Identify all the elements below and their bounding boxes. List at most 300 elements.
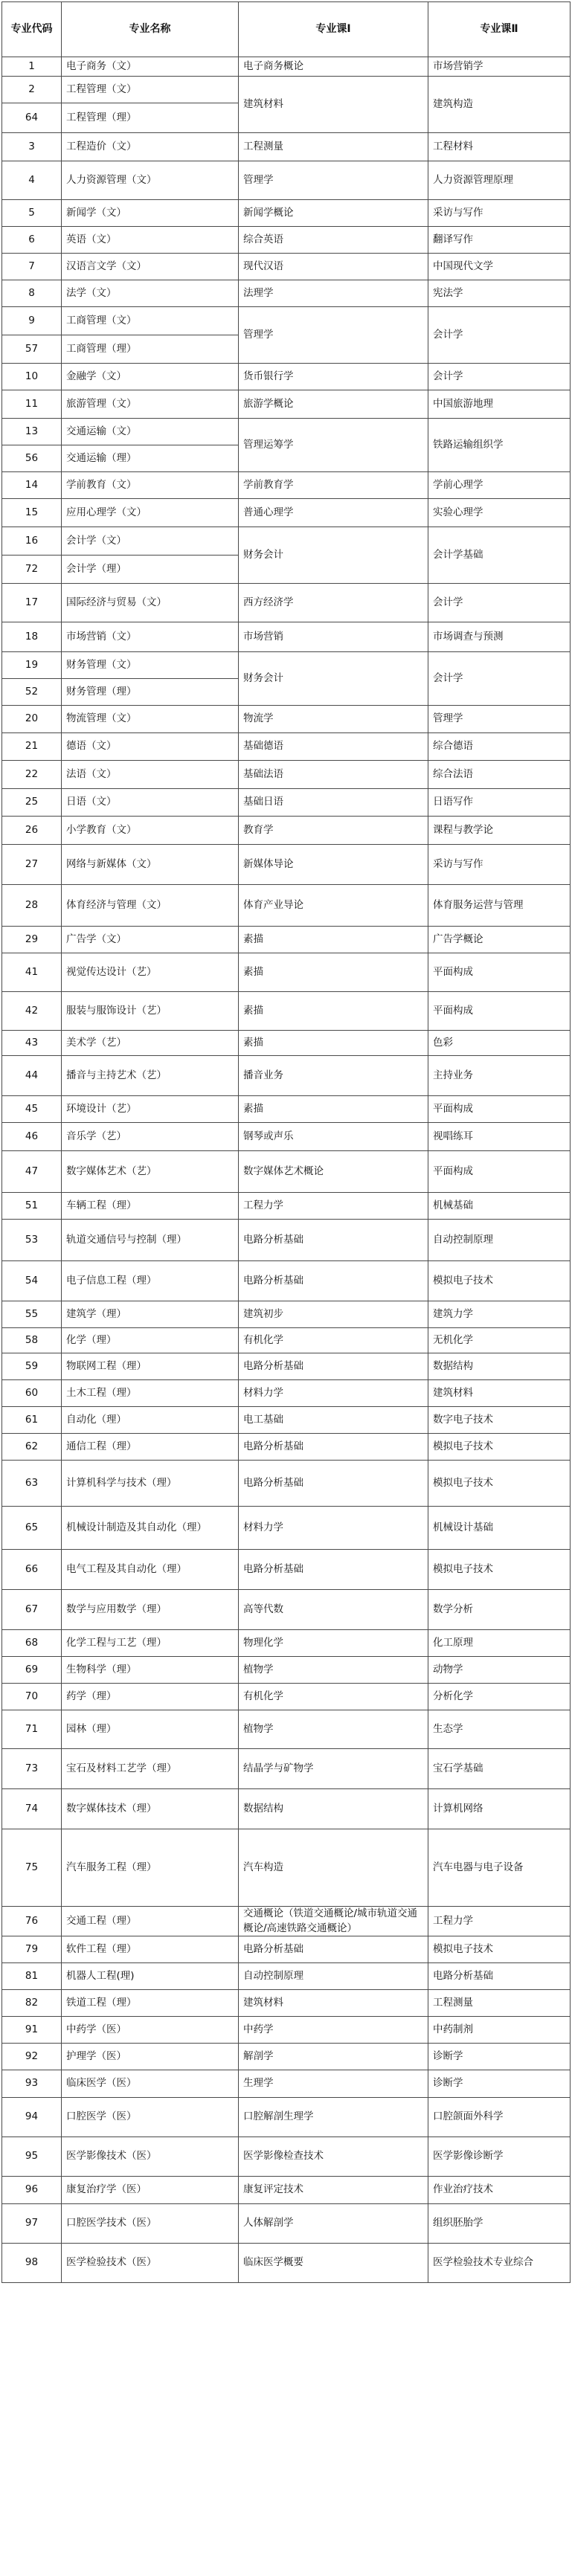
- major-name-cell: 化学（理）: [62, 1328, 239, 1353]
- course-1-cell: 新媒体导论: [239, 845, 428, 885]
- major-code-cell: 58: [2, 1328, 62, 1353]
- major-code-cell: 51: [2, 1193, 62, 1220]
- table-row: [2, 1684, 571, 1710]
- major-code-cell: 21: [2, 733, 62, 761]
- major-code-cell: 42: [2, 992, 62, 1031]
- course-2-cell: 诊断学: [428, 2070, 571, 2098]
- major-name-cell: 园林（理）: [62, 1710, 239, 1749]
- table-row: [2, 1829, 571, 1907]
- course-1-cell: 物流学: [239, 706, 428, 733]
- major-code-cell: 15: [2, 499, 62, 527]
- major-code-cell: 64: [2, 103, 62, 133]
- table-body: [2, 57, 571, 2283]
- table-row: [2, 2204, 571, 2244]
- course-2-cell: 电路分析基础: [428, 1963, 571, 1990]
- major-name-cell: 护理学（医）: [62, 2044, 239, 2070]
- table-row: [2, 1193, 571, 1220]
- table-row: [2, 1407, 571, 1434]
- major-name-cell: 口腔医学技术（医）: [62, 2204, 239, 2244]
- header-row: [2, 2, 571, 57]
- major-name-cell: 法语（文）: [62, 761, 239, 789]
- course-2-cell: 计算机网络: [428, 1789, 571, 1829]
- major-code-cell: 53: [2, 1220, 62, 1261]
- course-2-cell: 翻译写作: [428, 227, 571, 254]
- major-code-cell: 65: [2, 1507, 62, 1550]
- major-code-cell: 6: [2, 227, 62, 254]
- major-code-cell: 74: [2, 1789, 62, 1829]
- course-1-cell: 材料力学: [239, 1380, 428, 1407]
- major-code-cell: 71: [2, 1710, 62, 1749]
- table-row: [2, 2137, 571, 2177]
- table-row: [2, 307, 571, 335]
- table-row: [2, 1550, 571, 1590]
- major-name-cell: 机械设计制造及其自动化（理）: [62, 1507, 239, 1550]
- major-name-cell: 康复治疗学（医）: [62, 2177, 239, 2204]
- course-1-cell: 医学影像检查技术: [239, 2137, 428, 2177]
- major-name-cell: 中药学（医）: [62, 2017, 239, 2044]
- course-1-cell: 数字媒体艺术概论: [239, 1151, 428, 1193]
- major-code-cell: 97: [2, 2204, 62, 2244]
- major-code-cell: 69: [2, 1657, 62, 1684]
- major-code-cell: 16: [2, 527, 62, 556]
- major-code-cell: 9: [2, 307, 62, 335]
- table-row: [2, 390, 571, 419]
- course-2-cell: 平面构成: [428, 953, 571, 992]
- major-code-cell: 94: [2, 2098, 62, 2137]
- course-2-cell: 模拟电子技术: [428, 1461, 571, 1507]
- course-2-cell: 会计学: [428, 584, 571, 622]
- course-2-cell: 口腔颌面外科学: [428, 2098, 571, 2137]
- major-name-cell: 工程管理（文）: [62, 77, 239, 103]
- major-code-cell: 22: [2, 761, 62, 789]
- major-name-cell: 轨道交通信号与控制（理）: [62, 1220, 239, 1261]
- course-1-cell: 电路分析基础: [239, 1261, 428, 1301]
- major-name-cell: 药学（理）: [62, 1684, 239, 1710]
- course-1-cell: 临床医学概要: [239, 2244, 428, 2283]
- major-code-cell: 28: [2, 885, 62, 927]
- table-row: [2, 1710, 571, 1749]
- course-1-cell: 基础德语: [239, 733, 428, 761]
- major-name-cell: 人力资源管理（文）: [62, 161, 239, 200]
- table-row: [2, 2098, 571, 2137]
- course-2-cell: 模拟电子技术: [428, 1936, 571, 1963]
- course-1-cell: 素描: [239, 1031, 428, 1056]
- table-row: [2, 1507, 571, 1550]
- course-2-cell: 平面构成: [428, 1096, 571, 1123]
- major-name-cell: 生物科学（理）: [62, 1657, 239, 1684]
- table-row: [2, 1096, 571, 1123]
- course-1-cell: 法理学: [239, 280, 428, 307]
- table-row: [2, 733, 571, 761]
- course-1-cell: 货币银行学: [239, 364, 428, 390]
- major-code-cell: 67: [2, 1590, 62, 1630]
- major-code-cell: 54: [2, 1261, 62, 1301]
- major-code-cell: 82: [2, 1990, 62, 2017]
- course-2-cell: 模拟电子技术: [428, 1261, 571, 1301]
- table-row: [2, 1328, 571, 1353]
- course-1-cell: 素描: [239, 992, 428, 1031]
- table-row: [2, 817, 571, 845]
- course-1-cell: 西方经济学: [239, 584, 428, 622]
- course-2-cell: 作业治疗技术: [428, 2177, 571, 2204]
- course-2-cell: 主持业务: [428, 1056, 571, 1096]
- major-name-cell: 医学影像技术（医）: [62, 2137, 239, 2177]
- course-2-cell: 建筑材料: [428, 1380, 571, 1407]
- course-2-cell: 铁路运输组织学: [428, 419, 571, 472]
- table-row: [2, 200, 571, 227]
- course-2-cell: 平面构成: [428, 992, 571, 1031]
- major-name-cell: 交通运输（理）: [62, 445, 239, 472]
- major-code-cell: 63: [2, 1461, 62, 1507]
- major-name-cell: 旅游管理（文）: [62, 390, 239, 419]
- major-code-cell: 5: [2, 200, 62, 227]
- major-code-cell: 91: [2, 2017, 62, 2044]
- course-1-cell: 财务会计: [239, 527, 428, 584]
- table-row: [2, 845, 571, 885]
- major-code-cell: 81: [2, 1963, 62, 1990]
- course-1-cell: 电路分析基础: [239, 1550, 428, 1590]
- table-row: [2, 1353, 571, 1380]
- table-row: [2, 2044, 571, 2070]
- course-2-cell: 医学影像诊断学: [428, 2137, 571, 2177]
- table-row: [2, 1630, 571, 1657]
- table-row: [2, 2177, 571, 2204]
- course-2-cell: 会计学: [428, 307, 571, 364]
- major-code-cell: 56: [2, 445, 62, 472]
- table-row: [2, 1963, 571, 1990]
- course-1-cell: 植物学: [239, 1710, 428, 1749]
- table-row: [2, 1434, 571, 1461]
- course-1-cell: 管理学: [239, 307, 428, 364]
- course-1-cell: 旅游学概论: [239, 390, 428, 419]
- table-row: [2, 1031, 571, 1056]
- major-code-cell: 11: [2, 390, 62, 419]
- course-1-cell: 素描: [239, 927, 428, 953]
- course-1-cell: 基础日语: [239, 789, 428, 817]
- major-name-cell: 土木工程（理）: [62, 1380, 239, 1407]
- table-row: [2, 789, 571, 817]
- major-code-cell: 47: [2, 1151, 62, 1193]
- course-1-cell: 基础法语: [239, 761, 428, 789]
- table-row: [2, 1789, 571, 1829]
- course-1-cell: 电子商务概论: [239, 57, 428, 77]
- major-name-cell: 音乐学（艺）: [62, 1123, 239, 1151]
- course-1-cell: 电路分析基础: [239, 1220, 428, 1261]
- major-code-cell: 44: [2, 1056, 62, 1096]
- header-course-2: 专业课Ⅱ: [428, 2, 571, 57]
- major-code-cell: 98: [2, 2244, 62, 2283]
- major-name-cell: 铁道工程（理）: [62, 1990, 239, 2017]
- course-1-cell: 解剖学: [239, 2044, 428, 2070]
- course-2-cell: 数据结构: [428, 1353, 571, 1380]
- course-2-cell: 中国旅游地理: [428, 390, 571, 419]
- major-code-cell: 19: [2, 652, 62, 679]
- major-code-cell: 43: [2, 1031, 62, 1056]
- table-row: [2, 1657, 571, 1684]
- header-major-code: 专业代码: [2, 2, 62, 57]
- course-1-cell: 播音业务: [239, 1056, 428, 1096]
- major-name-cell: 金融学（文）: [62, 364, 239, 390]
- major-code-cell: 4: [2, 161, 62, 200]
- header-course-1: 专业课Ⅰ: [239, 2, 428, 57]
- course-2-cell: 机械设计基础: [428, 1507, 571, 1550]
- course-1-cell: 电路分析基础: [239, 1434, 428, 1461]
- course-1-cell: 高等代数: [239, 1590, 428, 1630]
- major-name-cell: 建筑学（理）: [62, 1301, 239, 1328]
- course-2-cell: 学前心理学: [428, 472, 571, 499]
- table-row: [2, 2244, 571, 2283]
- major-code-cell: 73: [2, 1749, 62, 1789]
- major-code-cell: 1: [2, 57, 62, 77]
- course-2-cell: 模拟电子技术: [428, 1434, 571, 1461]
- course-2-cell: 综合德语: [428, 733, 571, 761]
- course-1-cell: 建筑初步: [239, 1301, 428, 1328]
- course-2-cell: 视唱练耳: [428, 1123, 571, 1151]
- major-name-cell: 物联网工程（理）: [62, 1353, 239, 1380]
- major-code-cell: 29: [2, 927, 62, 953]
- course-2-cell: 数学分析: [428, 1590, 571, 1630]
- table-row: [2, 499, 571, 527]
- major-course-table: [1, 1, 571, 2283]
- major-code-cell: 25: [2, 789, 62, 817]
- table-row: [2, 227, 571, 254]
- table-row: [2, 885, 571, 927]
- course-2-cell: 体育服务运营与管理: [428, 885, 571, 927]
- major-name-cell: 美术学（艺）: [62, 1031, 239, 1056]
- table-row: [2, 1056, 571, 1096]
- course-2-cell: 宝石学基础: [428, 1749, 571, 1789]
- course-1-cell: 康复评定技术: [239, 2177, 428, 2204]
- major-name-cell: 口腔医学（医）: [62, 2098, 239, 2137]
- major-code-cell: 62: [2, 1434, 62, 1461]
- table-row: [2, 1936, 571, 1963]
- course-2-cell: 建筑力学: [428, 1301, 571, 1328]
- major-name-cell: 车辆工程（理）: [62, 1193, 239, 1220]
- major-name-cell: 财务管理（理）: [62, 679, 239, 706]
- course-1-cell: 电路分析基础: [239, 1936, 428, 1963]
- table-row: [2, 1261, 571, 1301]
- major-name-cell: 计算机科学与技术（理）: [62, 1461, 239, 1507]
- major-name-cell: 电子商务（文）: [62, 57, 239, 77]
- course-2-cell: 会计学: [428, 364, 571, 390]
- major-name-cell: 数学与应用数学（理）: [62, 1590, 239, 1630]
- major-code-cell: 45: [2, 1096, 62, 1123]
- course-1-cell: 材料力学: [239, 1507, 428, 1550]
- course-2-cell: 分析化学: [428, 1684, 571, 1710]
- table-row: [2, 953, 571, 992]
- table-row: [2, 472, 571, 499]
- course-1-cell: 建筑材料: [239, 77, 428, 133]
- course-2-cell: 模拟电子技术: [428, 1550, 571, 1590]
- course-2-cell: 中国现代文学: [428, 254, 571, 280]
- course-2-cell: 工程测量: [428, 1990, 571, 2017]
- course-1-cell: 植物学: [239, 1657, 428, 1684]
- course-1-cell: 有机化学: [239, 1684, 428, 1710]
- course-2-cell: 日语写作: [428, 789, 571, 817]
- table-row: [2, 1123, 571, 1151]
- table-row: [2, 527, 571, 556]
- major-code-cell: 61: [2, 1407, 62, 1434]
- table-row: [2, 1990, 571, 2017]
- major-name-cell: 自动化（理）: [62, 1407, 239, 1434]
- major-name-cell: 国际经济与贸易（文）: [62, 584, 239, 622]
- course-1-cell: 物理化学: [239, 1630, 428, 1657]
- course-1-cell: 普通心理学: [239, 499, 428, 527]
- major-name-cell: 数字媒体技术（理）: [62, 1789, 239, 1829]
- course-1-cell: 自动控制原理: [239, 1963, 428, 1990]
- major-code-cell: 93: [2, 2070, 62, 2098]
- major-name-cell: 学前教育（文）: [62, 472, 239, 499]
- major-name-cell: 小学教育（文）: [62, 817, 239, 845]
- major-code-cell: 2: [2, 77, 62, 103]
- major-code-cell: 7: [2, 254, 62, 280]
- major-name-cell: 应用心理学（文）: [62, 499, 239, 527]
- major-code-cell: 20: [2, 706, 62, 733]
- major-name-cell: 通信工程（理）: [62, 1434, 239, 1461]
- major-name-cell: 工程造价（文）: [62, 133, 239, 161]
- course-2-cell: 广告学概论: [428, 927, 571, 953]
- major-code-cell: 14: [2, 472, 62, 499]
- major-name-cell: 英语（文）: [62, 227, 239, 254]
- major-code-cell: 76: [2, 1907, 62, 1936]
- table-row: [2, 1220, 571, 1261]
- course-2-cell: 动物学: [428, 1657, 571, 1684]
- course-1-cell: 管理运筹学: [239, 419, 428, 472]
- course-1-cell: 数据结构: [239, 1789, 428, 1829]
- table-row: [2, 2070, 571, 2098]
- course-1-cell: 新闻学概论: [239, 200, 428, 227]
- course-1-cell: 综合英语: [239, 227, 428, 254]
- table-row: [2, 706, 571, 733]
- course-1-cell: 钢琴或声乐: [239, 1123, 428, 1151]
- course-2-cell: 平面构成: [428, 1151, 571, 1193]
- major-code-cell: 10: [2, 364, 62, 390]
- course-1-cell: 中药学: [239, 2017, 428, 2044]
- major-name-cell: 工程管理（理）: [62, 103, 239, 133]
- major-code-cell: 57: [2, 335, 62, 364]
- course-1-cell: 电工基础: [239, 1407, 428, 1434]
- major-code-cell: 26: [2, 817, 62, 845]
- major-name-cell: 临床医学（医）: [62, 2070, 239, 2098]
- course-1-cell: 建筑材料: [239, 1990, 428, 2017]
- major-name-cell: 电气工程及其自动化（理）: [62, 1550, 239, 1590]
- major-name-cell: 新闻学（文）: [62, 200, 239, 227]
- major-name-cell: 宝石及材料工艺学（理）: [62, 1749, 239, 1789]
- major-name-cell: 市场营销（文）: [62, 622, 239, 652]
- major-name-cell: 财务管理（文）: [62, 652, 239, 679]
- major-code-cell: 96: [2, 2177, 62, 2204]
- course-2-cell: 建筑构造: [428, 77, 571, 133]
- table-row: [2, 57, 571, 77]
- course-2-cell: 综合法语: [428, 761, 571, 789]
- major-name-cell: 体育经济与管理（文）: [62, 885, 239, 927]
- course-2-cell: 色彩: [428, 1031, 571, 1056]
- major-name-cell: 工商管理（理）: [62, 335, 239, 364]
- table-header: [2, 2, 571, 57]
- major-name-cell: 会计学（理）: [62, 556, 239, 584]
- course-2-cell: 采访与写作: [428, 200, 571, 227]
- major-code-cell: 27: [2, 845, 62, 885]
- major-code-cell: 52: [2, 679, 62, 706]
- course-2-cell: 无机化学: [428, 1328, 571, 1353]
- course-2-cell: 生态学: [428, 1710, 571, 1749]
- course-1-cell: 财务会计: [239, 652, 428, 706]
- course-1-cell: 工程力学: [239, 1193, 428, 1220]
- table-row: [2, 927, 571, 953]
- course-2-cell: 自动控制原理: [428, 1220, 571, 1261]
- major-name-cell: 服装与服饰设计（艺）: [62, 992, 239, 1031]
- major-name-cell: 物流管理（文）: [62, 706, 239, 733]
- major-code-cell: 79: [2, 1936, 62, 1963]
- course-2-cell: 机械基础: [428, 1193, 571, 1220]
- course-1-cell: 体育产业导论: [239, 885, 428, 927]
- major-code-cell: 59: [2, 1353, 62, 1380]
- course-1-cell: 电路分析基础: [239, 1461, 428, 1507]
- major-name-cell: 网络与新媒体（文）: [62, 845, 239, 885]
- major-name-cell: 会计学（文）: [62, 527, 239, 556]
- table-row: [2, 652, 571, 679]
- course-2-cell: 人力资源管理原理: [428, 161, 571, 200]
- major-name-cell: 化学工程与工艺（理）: [62, 1630, 239, 1657]
- course-1-cell: 素描: [239, 1096, 428, 1123]
- course-1-cell: 结晶学与矿物学: [239, 1749, 428, 1789]
- major-name-cell: 交通运输（文）: [62, 419, 239, 445]
- course-1-cell: 人体解剖学: [239, 2204, 428, 2244]
- course-2-cell: 组织胚胎学: [428, 2204, 571, 2244]
- major-name-cell: 环境设计（艺）: [62, 1096, 239, 1123]
- course-2-cell: 课程与教学论: [428, 817, 571, 845]
- major-name-cell: 医学检验技术（医）: [62, 2244, 239, 2283]
- course-2-cell: 数字电子技术: [428, 1407, 571, 1434]
- table-row: [2, 1590, 571, 1630]
- major-name-cell: 数字媒体艺术（艺）: [62, 1151, 239, 1193]
- course-2-cell: 工程力学: [428, 1907, 571, 1936]
- major-name-cell: 播音与主持艺术（艺）: [62, 1056, 239, 1096]
- table-row: [2, 1151, 571, 1193]
- major-name-cell: 视觉传达设计（艺）: [62, 953, 239, 992]
- course-1-cell: 电路分析基础: [239, 1353, 428, 1380]
- table-row: [2, 280, 571, 307]
- major-name-cell: 日语（文）: [62, 789, 239, 817]
- table-row: [2, 1380, 571, 1407]
- table-row: [2, 254, 571, 280]
- table-row: [2, 77, 571, 103]
- course-1-cell: 管理学: [239, 161, 428, 200]
- major-code-cell: 68: [2, 1630, 62, 1657]
- table-row: [2, 133, 571, 161]
- table-row: [2, 622, 571, 652]
- course-1-cell: 汽车构造: [239, 1829, 428, 1907]
- major-code-cell: 3: [2, 133, 62, 161]
- course-1-cell: 教育学: [239, 817, 428, 845]
- table-row: [2, 761, 571, 789]
- table-row: [2, 1461, 571, 1507]
- course-2-cell: 中药制剂: [428, 2017, 571, 2044]
- table-row: [2, 1907, 571, 1936]
- major-code-cell: 66: [2, 1550, 62, 1590]
- course-2-cell: 会计学基础: [428, 527, 571, 584]
- course-1-cell: 现代汉语: [239, 254, 428, 280]
- course-2-cell: 市场调查与预测: [428, 622, 571, 652]
- course-1-cell: 市场营销: [239, 622, 428, 652]
- major-name-cell: 法学（文）: [62, 280, 239, 307]
- course-1-cell: 生理学: [239, 2070, 428, 2098]
- major-code-cell: 55: [2, 1301, 62, 1328]
- course-2-cell: 化工原理: [428, 1630, 571, 1657]
- course-1-cell: 素描: [239, 953, 428, 992]
- course-2-cell: 宪法学: [428, 280, 571, 307]
- course-1-cell: 工程测量: [239, 133, 428, 161]
